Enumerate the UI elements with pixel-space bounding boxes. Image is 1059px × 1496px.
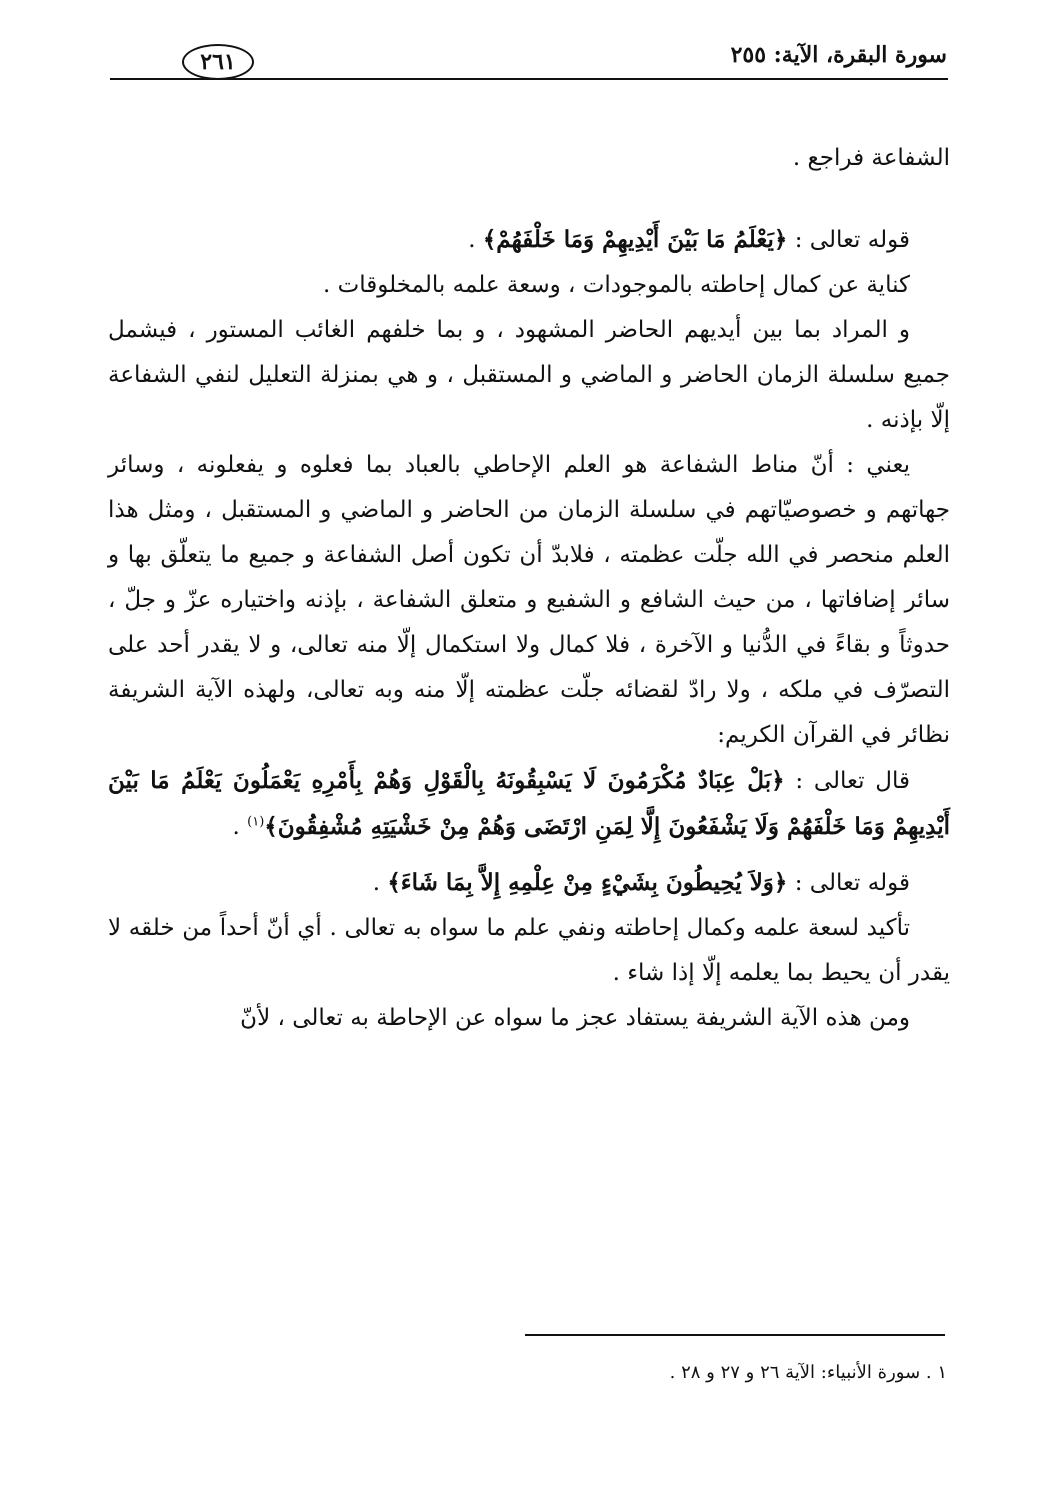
paragraph-verse-3: قوله تعالى : ﴿وَلاَ يُحِيطُونَ بِشَيْءٍ مِنْ عِلْمِهِ إِلاَّ بِمَا شَاءَ﴾ .: [372, 869, 910, 896]
quran-verse: ﴿يَعْلَمُ مَا بَيْنَ أَيْدِيهِمْ وَمَا خَلْفَهُمْ﴾: [482, 226, 788, 253]
footnote-rule: [525, 1334, 945, 1336]
paragraph-verse-1: قوله تعالى : ﴿يَعْلَمُ مَا بَيْنَ أَيْدِيهِمْ وَمَا خَلْفَهُمْ﴾ .: [468, 226, 910, 253]
verse-intro: قال تعالى :: [784, 768, 910, 794]
paragraph-1: الشفاعة فراجع .: [792, 145, 950, 171]
page-number-badge: ٢٦١: [182, 44, 254, 80]
footnote: ١ . سورة الأنبياء: الآية ٢٦ و ٢٧ و ٢٨ .: [669, 1362, 947, 1383]
verse-intro: قوله تعالى :: [787, 227, 910, 253]
body-text: [108, 136, 950, 1041]
header-rule: [110, 78, 948, 80]
paragraph-verse-2: قال تعالى : ﴿بَلْ عِبَادٌ مُكْرَمُونَ لَا يَسْبِقُونَهُ بِالْقَوْلِ وَهُمْ بِأَمْرِهِ يَعْمَلُونَ يَعْلَمُ مَا بَيْنَ أَيْدِيهِمْ وَمَا خَلْفَهُمْ وَلَا يَشْفَعُونَ إِلَّا لِمَنِ ارْتَضَى وَهُمْ مِنْ خَشْيَتِهِ مُشْفِقُونَ﴾$^{(١)}$ .: [108, 767, 950, 840]
paragraph-5: يعني : أنّ مناط الشفاعة هو العلم الإحاطي بالعباد بما فعلوه و يفعلونه ، وسائر جهاتهم و خصوصيّاتهم في سلسلة الزمان من الحاضر و الماضي و المستقبل ، ومثل هذا العلم منحصر في الله جلّت عظمته ، فلابدّ أن تكون أصل الشفاعة و جميع ما يتعلّق بها و سائر إضافاتها ، من حيث الشافع و الشفيع و متعلق الشفاعة ، بإذنه واختياره عزّ و جلّ ، حدوثاً و بقاءً في الدُّنيا و الآخرة ، فلا كمال ولا استكمال إلّا منه تعالى، و لا يقدر أحد على التصرّف في ملكه ، ولا رادّ لقضائه جلّت عظمته إلّا منه وبه تعالى، ولهذه الآية الشريفة نظائر في القرآن الكريم:: [108, 452, 950, 748]
verse-intro: قوله تعالى :: [787, 870, 910, 896]
paragraph-8: تأكيد لسعة علمه وكمال إحاطته ونفي علم ما سواه به تعالى . أي أنّ أحداً من خلقه لا يقدر أن يحيط بما يعلمه إلّا إذا شاء .: [108, 915, 950, 986]
paragraph-3: كناية عن كمال إحاطته بالموجودات ، وسعة علمه بالمخلوقات .: [322, 272, 910, 298]
running-header-title: سورة البقرة، الآية: ٢٥٥: [730, 42, 947, 68]
paragraph-4: و المراد بما بين أيديهم الحاضر المشهود ، و بما خلفهم الغائب المستور ، فيشمل جميع سلسلة الزمان الحاضر و الماضي و المستقبل ، و هي بمنزلة التعليل لنفي الشفاعة إلّا بإذنه .: [108, 317, 950, 433]
paragraph-9: ومن هذه الآية الشريفة يستفاد عجز ما سواه عن الإحاطة به تعالى ، لأنّ: [240, 1005, 910, 1031]
quran-verse: ﴿وَلاَ يُحِيطُونَ بِشَيْءٍ مِنْ عِلْمِهِ إِلاَّ بِمَا شَاءَ﴾: [387, 869, 788, 896]
footnote-reference[interactable]: (١): [247, 814, 265, 830]
quran-verse: ﴿بَلْ عِبَادٌ مُكْرَمُونَ لَا يَسْبِقُونَهُ بِالْقَوْلِ وَهُمْ بِأَمْرِهِ يَعْمَلُونَ يَعْلَمُ مَا بَيْنَ أَيْدِيهِمْ وَمَا خَلْفَهُمْ وَلَا يَشْفَعُونَ إِلَّا لِمَنِ ارْتَضَى وَهُمْ مِنْ خَشْيَتِهِ مُشْفِقُونَ﴾: [108, 767, 950, 840]
